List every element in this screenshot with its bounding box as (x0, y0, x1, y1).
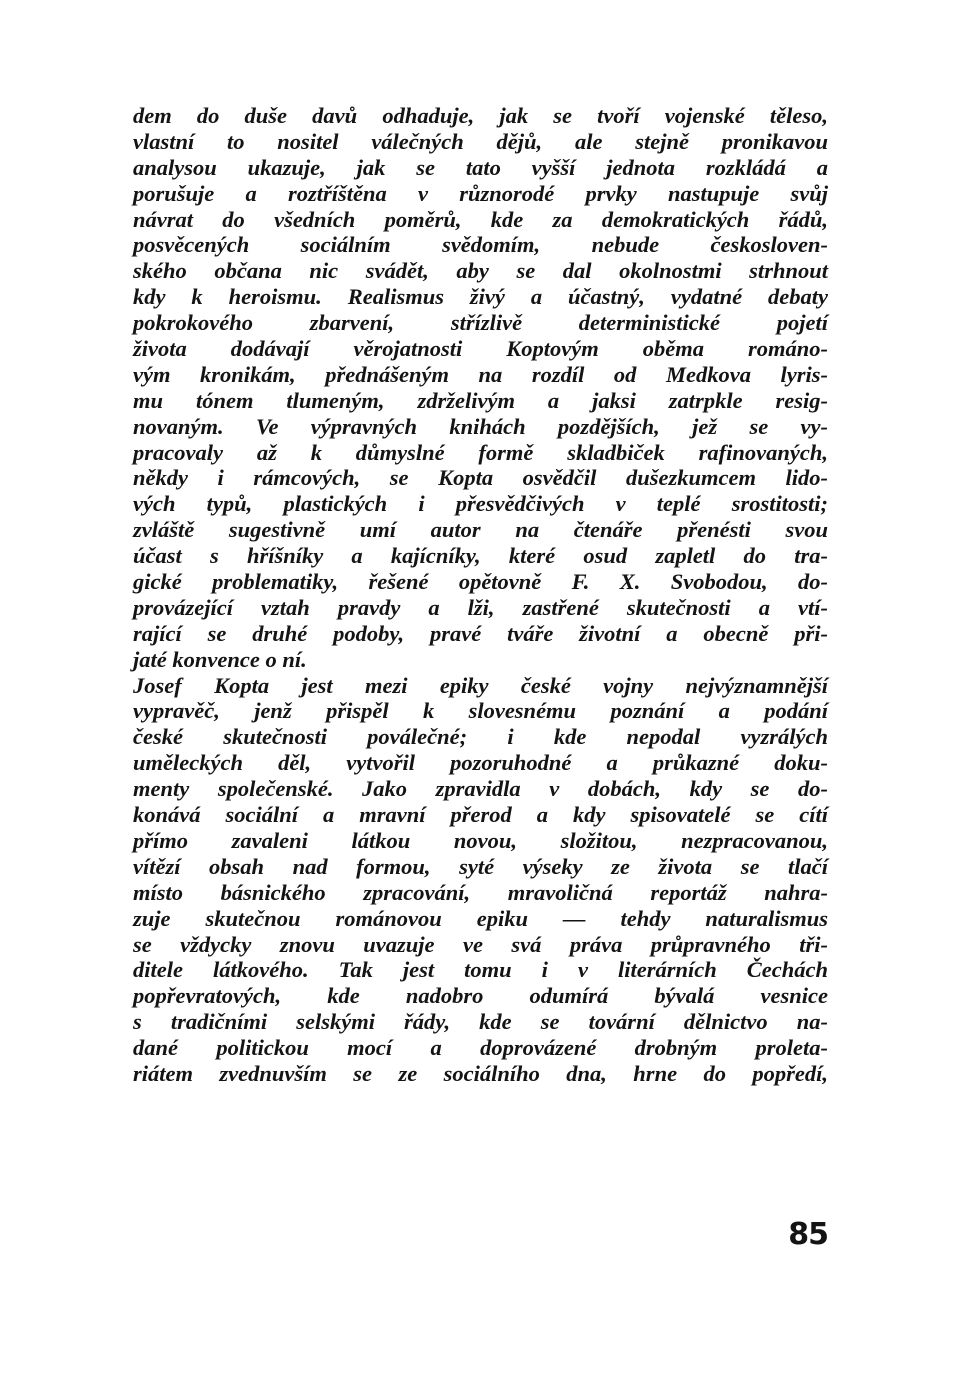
text-line: vlastní to nositel válečných dějů, ale stejně pronikavou (133, 128, 828, 154)
text-line: pokrokového zbarvení, střízlivě deterministické pojetí (133, 310, 828, 336)
text-line: menty společenské. Jako zpravidla v dobách, kdy se do- (133, 776, 828, 802)
text-line: riátem zvednuvším se ze sociálního dna, hrne do popředí, (133, 1060, 828, 1086)
text-line: místo básnického zpracování, mravoličná reportáž nahra- (133, 879, 828, 905)
text-line: s tradičními selskými řády, kde se tovární dělnictvo na- (133, 1009, 828, 1035)
text-line: ditele látkového. Tak jest tomu i v literárních Čechách (133, 957, 828, 983)
text-line: porušuje a roztříštěna v různorodé prvky nastupuje svůj (133, 180, 828, 206)
text-line: uměleckých děl, vytvořil pozoruhodné a průkazné doku- (133, 750, 828, 776)
text-line: posvěcených sociálním svědomím, nebude českosloven- (133, 232, 828, 258)
text-line: novaným. Ve výpravných knihách pozdějších, jež se vy- (133, 413, 828, 439)
text-line: účast s hříšníky a kajícníky, které osud zapletl do tra- (133, 543, 828, 569)
text-line: české skutečnosti poválečné; i kde nepodal vyzrálých (133, 724, 828, 750)
text-line: popřevratových, kde nadobro odumírá bývalá vesnice (133, 983, 828, 1009)
text-line: rající se druhé podoby, pravé tváře životní a obecně při- (133, 620, 828, 646)
text-line: zuje skutečnou románovou epiku — tehdy naturalismus (133, 905, 828, 931)
text-line: kdy k heroismu. Realismus živý a účastný, vydatné debaty (133, 284, 828, 310)
text-line: ského občana nic svádět, aby se dal okolnostmi strhnout (133, 258, 828, 284)
text-line: vypravěč, jenž přispěl k slovesnému poznání a podání (133, 698, 828, 724)
text-line: provázející vztah pravdy a lži, zastřené skutečnosti a vtí- (133, 594, 828, 620)
text-line: vým kronikám, přednášeným na rozdíl od Medkova lyris- (133, 361, 828, 387)
text-line: gické problematiky, řešené opětovně F. X. Svobodou, do- (133, 569, 828, 595)
text-line: Josef Kopta jest mezi epiky české vojny nejvýznamnější (133, 672, 828, 698)
text-line: návrat do všedních poměrů, kde za demokratických řádů, (133, 206, 828, 232)
text-line: přímo zavaleni látkou novou, složitou, nezpracovanou, (133, 827, 828, 853)
text-line: konává sociální a mravní přerod a kdy spisovatelé se cítí (133, 802, 828, 828)
text-line: mu tónem tlumeným, zdrželivým a jaksi zatrpkle resig- (133, 387, 828, 413)
text-line: analysou ukazuje, jak se tato vyšší jednota rozkládá a (133, 154, 828, 180)
text-line: dané politickou mocí a doprovázené drobným proleta- (133, 1035, 828, 1061)
text-line: někdy i rámcových, se Kopta osvědčil dušezkumcem lido- (133, 465, 828, 491)
text-line: vých typů, plastických i přesvědčivých v teplé srostitosti; (133, 491, 828, 517)
text-line: života dodávají věrojatnosti Koptovým oběma románo- (133, 336, 828, 362)
text-line: zvláště sugestivně umí autor na čtenáře přenésti svou (133, 517, 828, 543)
page-number: 85 (788, 1217, 828, 1252)
text-line: pracovaly až k důmyslné formě skladbiček rafinovaných, (133, 439, 828, 465)
body-text (133, 103, 828, 1087)
text-line: vítězí obsah nad formou, syté výseky ze života se tlačí (133, 853, 828, 879)
paragraph-last-line: jaté konvence o ní. (133, 646, 307, 672)
text-line: dem do duše davů odhaduje, jak se tvoří vojenské těleso, (133, 103, 828, 128)
text-line: se vždycky znovu uvazuje ve svá práva průpravného tři- (133, 931, 828, 957)
